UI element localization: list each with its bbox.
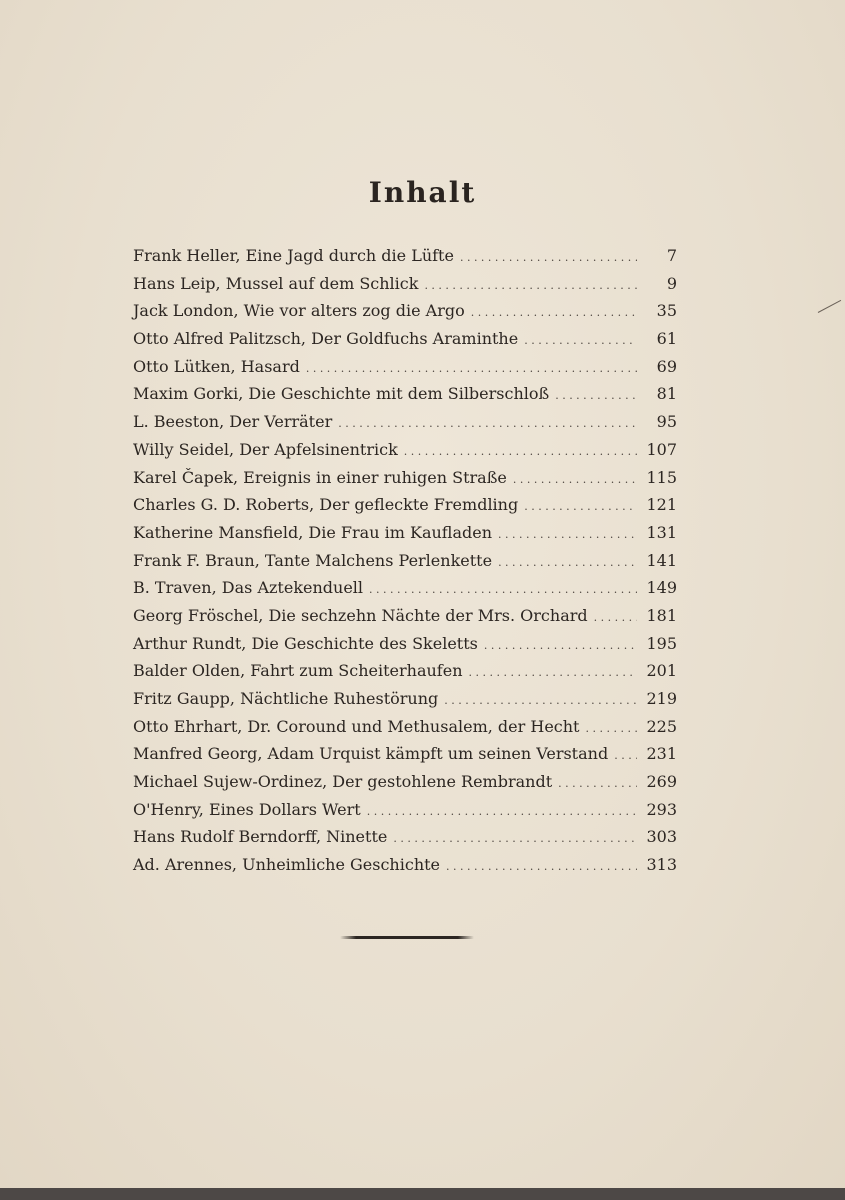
toc-entry-title: Otto Alfred Palitzsch, Der Goldfuchs Araminthe: [133, 329, 519, 349]
toc-page-number: 7: [666, 246, 677, 265]
dot-leader: [498, 551, 637, 570]
toc-entry-title: Hans Leip, Mussel auf dem Schlick: [133, 273, 419, 293]
dot-leader: [306, 357, 637, 376]
dot-leader: [460, 246, 637, 265]
toc-entry-title: Arthur Rundt, Die Geschichte des Skeletts: [133, 633, 478, 653]
toc-entry-title: Frank F. Braun, Tante Malchens Perlenkette: [133, 550, 493, 570]
toc-entry: [133, 744, 677, 772]
toc-page-number: 313: [646, 855, 677, 875]
toc-entry: [133, 523, 677, 551]
toc-entry: [133, 772, 677, 800]
toc-entry-title: O'Henry, Eines Dollars Wert: [133, 799, 361, 819]
toc-entry: [133, 468, 677, 496]
toc-page-number: 303: [646, 827, 677, 847]
toc-page-number: 81: [656, 384, 677, 404]
toc-page-number: 61: [656, 329, 677, 349]
toc-entry-title: Charles G. D. Roberts, Der gefleckte Fremdling: [133, 495, 519, 515]
dot-leader: [393, 827, 637, 846]
toc-entry: [133, 329, 677, 357]
toc-page-number: 131: [646, 522, 677, 542]
toc-page-number: 201: [646, 661, 677, 681]
toc-entry-title: Georg Fröschel, Die sechzehn Nächte der Mrs. Orchard: [133, 605, 588, 625]
toc-page-number: 107: [646, 439, 677, 459]
toc-entry-title: Otto Ehrhart, Dr. Coround und Methusalem, der Hecht: [133, 716, 580, 736]
toc-entry-title: Balder Olden, Fahrt zum Scheiterhaufen: [133, 661, 463, 681]
dot-leader: [614, 744, 637, 763]
toc-page-number: 269: [646, 772, 677, 792]
toc-entry-title: Karel Čapek, Ereignis in einer ruhigen Straße: [133, 467, 507, 487]
toc-page-number: 141: [646, 550, 677, 570]
table-of-contents: [133, 246, 677, 883]
toc-entry: [133, 606, 677, 634]
toc-page-number: 115: [646, 467, 677, 487]
toc-entry-title: Frank Heller, Eine Jagd durch die Lüfte: [133, 246, 454, 265]
toc-entry-title: Ad. Arennes, Unheimliche Geschichte: [133, 855, 441, 875]
pencil-mark: [818, 300, 841, 313]
toc-entry: [133, 412, 677, 440]
toc-page-number: 231: [646, 744, 677, 764]
toc-entry-title: Michael Sujew-Ordinez, Der gestohlene Rembrandt: [133, 772, 553, 792]
toc-entry-title: Otto Lütken, Hasard: [133, 356, 300, 376]
toc-entry: [133, 551, 677, 579]
dot-leader: [555, 384, 637, 403]
dot-leader: [558, 772, 637, 791]
toc-entry: [133, 440, 677, 468]
toc-entry: [133, 661, 677, 689]
toc-entry: [133, 301, 677, 329]
toc-entry: [133, 717, 677, 745]
toc-entry: [133, 689, 677, 717]
toc-page-number: 219: [646, 689, 677, 708]
dot-leader: [367, 800, 637, 819]
toc-entry: [133, 634, 677, 662]
toc-entry: [133, 357, 677, 385]
dot-leader: [524, 495, 637, 514]
dot-leader: [424, 274, 637, 293]
toc-entry: [133, 827, 677, 855]
toc-page-number: 149: [646, 578, 677, 598]
toc-entry: [133, 578, 677, 606]
toc-entry: [133, 495, 677, 523]
toc-entry-title: L. Beeston, Der Verräter: [133, 412, 333, 432]
dot-leader: [471, 301, 637, 320]
toc-page-number: 293: [646, 799, 677, 819]
toc-entry-title: Hans Rudolf Berndorff, Ninette: [133, 827, 388, 847]
toc-entry-title: Fritz Gaupp, Nächtliche Ruhestörung: [133, 689, 439, 708]
ornamental-rule: [340, 936, 474, 939]
toc-entry-title: Jack London, Wie vor alters zog die Argo: [133, 301, 465, 321]
toc-page-number: 69: [656, 356, 677, 376]
dot-leader: [469, 661, 638, 680]
toc-page-number: 35: [656, 301, 677, 321]
toc-entry-title: Maxim Gorki, Die Geschichte mit dem Silberschloß: [133, 384, 550, 404]
toc-page-number: 181: [646, 605, 677, 625]
dot-leader: [369, 578, 637, 597]
toc-entry-title: Katherine Mansfield, Die Frau im Kaufladen: [133, 522, 493, 542]
toc-entry-title: Manfred Georg, Adam Urquist kämpft um seinen Verstand: [133, 744, 609, 764]
page-title: Inhalt: [368, 176, 477, 209]
toc-page-number: 121: [646, 495, 677, 515]
toc-page-number: 195: [646, 633, 677, 653]
toc-entry: [133, 800, 677, 828]
dot-leader: [498, 523, 637, 542]
dot-leader: [513, 468, 637, 487]
toc-entry: [133, 246, 677, 274]
toc-entry: [133, 855, 677, 883]
toc-entry: [133, 384, 677, 412]
dot-leader: [404, 440, 637, 459]
dot-leader: [446, 855, 637, 874]
toc-entry-title: B. Traven, Das Aztekenduell: [133, 578, 364, 598]
dot-leader: [585, 717, 637, 736]
toc-page-number: 95: [656, 412, 677, 432]
toc-page-number: 9: [666, 273, 677, 293]
dot-leader: [484, 634, 637, 653]
dot-leader: [524, 329, 637, 348]
dot-leader: [444, 689, 637, 708]
toc-entry: [133, 274, 677, 302]
dot-leader: [594, 606, 637, 625]
dot-leader: [338, 412, 637, 431]
toc-page-number: 225: [646, 716, 677, 736]
scan-edge: [0, 1188, 845, 1200]
toc-entry-title: Willy Seidel, Der Apfelsinentrick: [133, 439, 398, 459]
